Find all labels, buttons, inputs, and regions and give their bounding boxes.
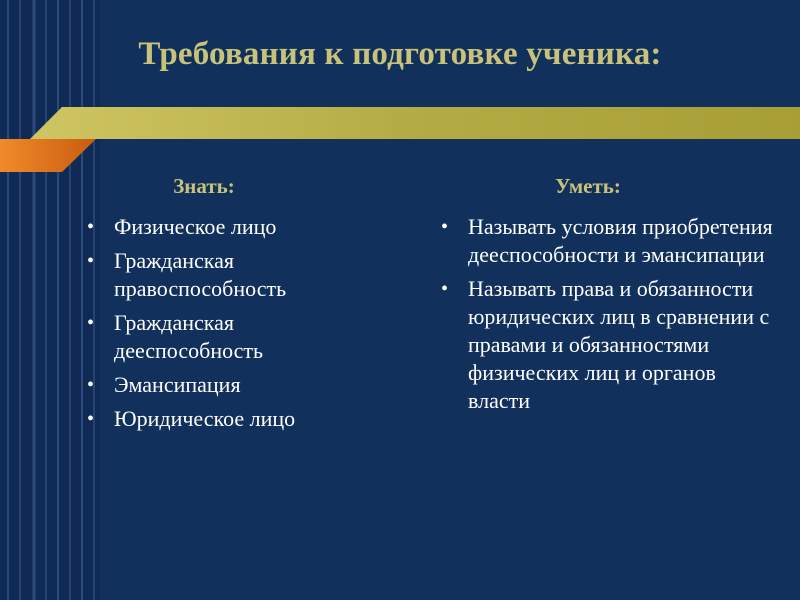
page-title: Требования к подготовке ученика: bbox=[138, 36, 662, 72]
list-item: • Называть права и обязанности юридических лиц в сравнении с правами и обязанностями физических лиц и органов власти bbox=[441, 276, 770, 413]
know-column bbox=[84, 174, 384, 439]
know-heading: Знать: bbox=[173, 174, 235, 198]
bullet-icon: • bbox=[441, 278, 449, 300]
bullet-icon: • bbox=[87, 374, 95, 396]
bullet-icon: • bbox=[87, 250, 95, 272]
can-list bbox=[438, 213, 778, 415]
bullet-icon: • bbox=[441, 216, 449, 238]
bullet-icon: • bbox=[87, 216, 95, 238]
list-item: • Гражданская правоспособность bbox=[87, 248, 287, 301]
list-item: • Гражданская дееспособность bbox=[87, 310, 264, 363]
can-column bbox=[438, 174, 778, 421]
bullet-icon: • bbox=[87, 408, 95, 430]
list-item: • Физическое лицо bbox=[87, 214, 277, 239]
list-item: • Эмансипация bbox=[87, 372, 241, 397]
list-item: • Называть условия приобретения дееспособности и эмансипации bbox=[441, 214, 773, 267]
can-heading: Уметь: bbox=[555, 174, 621, 198]
bullet-icon: • bbox=[87, 312, 95, 334]
know-list bbox=[84, 213, 384, 433]
list-item: • Юридическое лицо bbox=[87, 406, 296, 431]
